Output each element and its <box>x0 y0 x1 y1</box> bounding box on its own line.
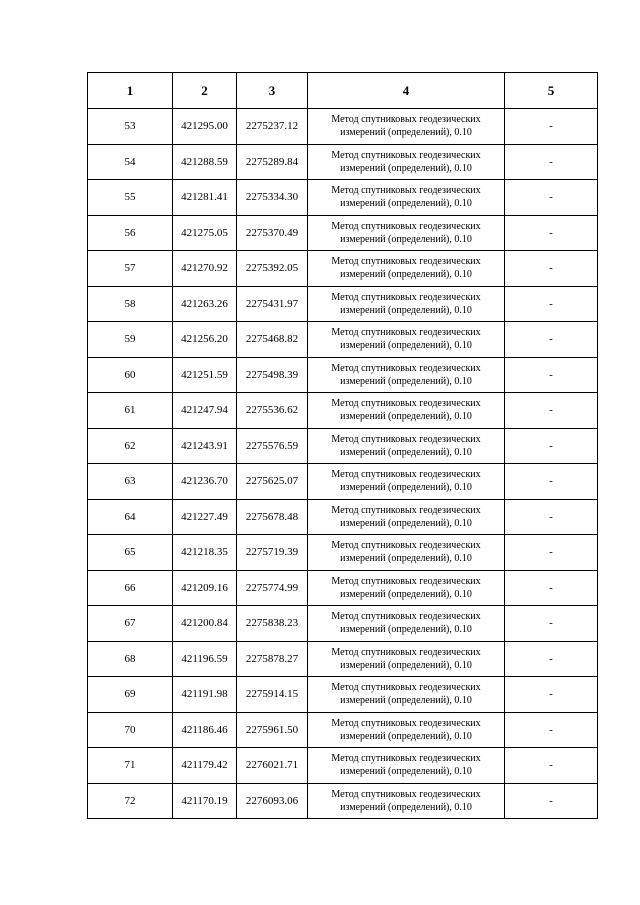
description-cell: - <box>505 180 598 216</box>
method-cell <box>308 783 505 819</box>
point-number-cell: 72 <box>88 783 173 819</box>
method-line-2: измерений (определений), 0.10 <box>340 198 472 210</box>
description-cell: - <box>505 393 598 429</box>
point-number-cell: 68 <box>88 641 173 677</box>
x-coordinate-cell: 421251.59 <box>173 357 237 393</box>
table-row <box>88 322 598 358</box>
method-line-2: измерений (определений), 0.10 <box>340 446 472 458</box>
method-line-2: измерений (определений), 0.10 <box>340 269 472 281</box>
table-row <box>88 180 598 216</box>
point-number-cell: 70 <box>88 712 173 748</box>
y-coordinate-cell: 2275370.49 <box>237 215 308 251</box>
description-cell: - <box>505 428 598 464</box>
point-number-cell: 65 <box>88 535 173 571</box>
method-line-2: измерений (определений), 0.10 <box>340 553 472 565</box>
table-row <box>88 712 598 748</box>
point-number-cell: 62 <box>88 428 173 464</box>
method-cell <box>308 570 505 606</box>
header-cell-1: 1 <box>88 73 173 109</box>
method-line-1: Метод спутниковых геодезических <box>331 469 481 481</box>
x-coordinate-cell: 421227.49 <box>173 499 237 535</box>
table-row <box>88 570 598 606</box>
table-row <box>88 428 598 464</box>
description-cell: - <box>505 606 598 642</box>
method-line-1: Метод спутниковых геодезических <box>331 398 481 410</box>
method-cell <box>308 215 505 251</box>
table-row <box>88 144 598 180</box>
x-coordinate-cell: 421256.20 <box>173 322 237 358</box>
method-cell <box>308 109 505 145</box>
description-cell: - <box>505 322 598 358</box>
description-cell: - <box>505 109 598 145</box>
x-coordinate-cell: 421288.59 <box>173 144 237 180</box>
table-row <box>88 748 598 784</box>
x-coordinate-cell: 421209.16 <box>173 570 237 606</box>
method-cell <box>308 712 505 748</box>
y-coordinate-cell: 2275392.05 <box>237 251 308 287</box>
method-cell <box>308 464 505 500</box>
x-coordinate-cell: 421295.00 <box>173 109 237 145</box>
method-cell <box>308 677 505 713</box>
x-coordinate-cell: 421243.91 <box>173 428 237 464</box>
method-line-1: Метод спутниковых геодезических <box>331 611 481 623</box>
table-row <box>88 251 598 287</box>
y-coordinate-cell: 2276093.06 <box>237 783 308 819</box>
method-cell <box>308 748 505 784</box>
y-coordinate-cell: 2275719.39 <box>237 535 308 571</box>
x-coordinate-cell: 421200.84 <box>173 606 237 642</box>
table-row <box>88 606 598 642</box>
table-header <box>88 73 598 109</box>
method-line-2: измерений (определений), 0.10 <box>340 304 472 316</box>
description-cell: - <box>505 144 598 180</box>
table-row <box>88 215 598 251</box>
x-coordinate-cell: 421218.35 <box>173 535 237 571</box>
method-line-2: измерений (определений), 0.10 <box>340 695 472 707</box>
method-cell <box>308 606 505 642</box>
y-coordinate-cell: 2275576.59 <box>237 428 308 464</box>
table-row <box>88 393 598 429</box>
point-number-cell: 59 <box>88 322 173 358</box>
method-line-2: измерений (определений), 0.10 <box>340 588 472 600</box>
point-number-cell: 58 <box>88 286 173 322</box>
table-body <box>88 109 598 819</box>
x-coordinate-cell: 421196.59 <box>173 641 237 677</box>
x-coordinate-cell: 421281.41 <box>173 180 237 216</box>
header-cell-2: 2 <box>173 73 237 109</box>
y-coordinate-cell: 2275431.97 <box>237 286 308 322</box>
y-coordinate-cell: 2275536.62 <box>237 393 308 429</box>
y-coordinate-cell: 2275774.99 <box>237 570 308 606</box>
table-row <box>88 499 598 535</box>
method-line-1: Метод спутниковых геодезических <box>331 291 481 303</box>
point-number-cell: 56 <box>88 215 173 251</box>
header-cell-4: 4 <box>308 73 505 109</box>
method-line-2: измерений (определений), 0.10 <box>340 659 472 671</box>
method-line-1: Метод спутниковых геодезических <box>331 185 481 197</box>
method-line-2: измерений (определений), 0.10 <box>340 624 472 636</box>
method-line-1: Метод спутниковых геодезических <box>331 256 481 268</box>
y-coordinate-cell: 2275468.82 <box>237 322 308 358</box>
method-cell <box>308 251 505 287</box>
point-number-cell: 67 <box>88 606 173 642</box>
x-coordinate-cell: 421247.94 <box>173 393 237 429</box>
method-line-1: Метод спутниковых геодезических <box>331 646 481 658</box>
table-row <box>88 535 598 571</box>
method-line-1: Метод спутниковых геодезических <box>331 220 481 232</box>
method-line-2: измерений (определений), 0.10 <box>340 766 472 778</box>
x-coordinate-cell: 421179.42 <box>173 748 237 784</box>
method-line-2: измерений (определений), 0.10 <box>340 127 472 139</box>
description-cell: - <box>505 535 598 571</box>
point-number-cell: 60 <box>88 357 173 393</box>
method-cell <box>308 144 505 180</box>
description-cell: - <box>505 641 598 677</box>
x-coordinate-cell: 421275.05 <box>173 215 237 251</box>
x-coordinate-cell: 421263.26 <box>173 286 237 322</box>
method-line-1: Метод спутниковых геодезических <box>331 540 481 552</box>
method-cell <box>308 428 505 464</box>
description-cell: - <box>505 215 598 251</box>
description-cell: - <box>505 464 598 500</box>
method-cell <box>308 286 505 322</box>
method-line-2: измерений (определений), 0.10 <box>340 411 472 423</box>
table-row <box>88 357 598 393</box>
header-cell-5: 5 <box>505 73 598 109</box>
description-cell: - <box>505 712 598 748</box>
method-cell <box>308 535 505 571</box>
x-coordinate-cell: 421236.70 <box>173 464 237 500</box>
method-line-1: Метод спутниковых геодезических <box>331 575 481 587</box>
point-number-cell: 71 <box>88 748 173 784</box>
point-number-cell: 53 <box>88 109 173 145</box>
y-coordinate-cell: 2275498.39 <box>237 357 308 393</box>
method-line-2: измерений (определений), 0.10 <box>340 482 472 494</box>
y-coordinate-cell: 2275237.12 <box>237 109 308 145</box>
y-coordinate-cell: 2275678.48 <box>237 499 308 535</box>
point-number-cell: 57 <box>88 251 173 287</box>
method-line-2: измерений (определений), 0.10 <box>340 375 472 387</box>
table-row <box>88 109 598 145</box>
y-coordinate-cell: 2276021.71 <box>237 748 308 784</box>
point-number-cell: 61 <box>88 393 173 429</box>
point-number-cell: 64 <box>88 499 173 535</box>
method-line-1: Метод спутниковых геодезических <box>331 753 481 765</box>
table-row <box>88 286 598 322</box>
y-coordinate-cell: 2275961.50 <box>237 712 308 748</box>
method-line-1: Метод спутниковых геодезических <box>331 433 481 445</box>
method-line-1: Метод спутниковых геодезических <box>331 788 481 800</box>
x-coordinate-cell: 421186.46 <box>173 712 237 748</box>
method-line-1: Метод спутниковых геодезических <box>331 504 481 516</box>
table-row <box>88 464 598 500</box>
x-coordinate-cell: 421270.92 <box>173 251 237 287</box>
y-coordinate-cell: 2275878.27 <box>237 641 308 677</box>
method-cell <box>308 393 505 429</box>
y-coordinate-cell: 2275838.23 <box>237 606 308 642</box>
method-cell <box>308 180 505 216</box>
description-cell: - <box>505 677 598 713</box>
method-cell <box>308 499 505 535</box>
method-line-2: измерений (определений), 0.10 <box>340 340 472 352</box>
description-cell: - <box>505 748 598 784</box>
method-line-2: измерений (определений), 0.10 <box>340 517 472 529</box>
point-number-cell: 55 <box>88 180 173 216</box>
method-line-2: измерений (определений), 0.10 <box>340 162 472 174</box>
coordinates-table <box>87 72 598 819</box>
description-cell: - <box>505 783 598 819</box>
description-cell: - <box>505 570 598 606</box>
method-line-1: Метод спутниковых геодезических <box>331 149 481 161</box>
x-coordinate-cell: 421191.98 <box>173 677 237 713</box>
method-cell <box>308 322 505 358</box>
method-line-1: Метод спутниковых геодезических <box>331 114 481 126</box>
description-cell: - <box>505 357 598 393</box>
method-cell <box>308 641 505 677</box>
x-coordinate-cell: 421170.19 <box>173 783 237 819</box>
header-row <box>88 73 598 109</box>
method-line-1: Метод спутниковых геодезических <box>331 682 481 694</box>
point-number-cell: 54 <box>88 144 173 180</box>
y-coordinate-cell: 2275625.07 <box>237 464 308 500</box>
header-cell-3: 3 <box>237 73 308 109</box>
method-line-1: Метод спутниковых геодезических <box>331 717 481 729</box>
method-line-2: измерений (определений), 0.10 <box>340 730 472 742</box>
table-row <box>88 783 598 819</box>
method-line-2: измерений (определений), 0.10 <box>340 233 472 245</box>
y-coordinate-cell: 2275334.30 <box>237 180 308 216</box>
description-cell: - <box>505 499 598 535</box>
method-cell <box>308 357 505 393</box>
y-coordinate-cell: 2275289.84 <box>237 144 308 180</box>
table-row <box>88 641 598 677</box>
description-cell: - <box>505 251 598 287</box>
point-number-cell: 66 <box>88 570 173 606</box>
table-row <box>88 677 598 713</box>
y-coordinate-cell: 2275914.15 <box>237 677 308 713</box>
method-line-1: Метод спутниковых геодезических <box>331 327 481 339</box>
method-line-2: измерений (определений), 0.10 <box>340 801 472 813</box>
method-line-1: Метод спутниковых геодезических <box>331 362 481 374</box>
point-number-cell: 63 <box>88 464 173 500</box>
point-number-cell: 69 <box>88 677 173 713</box>
description-cell: - <box>505 286 598 322</box>
